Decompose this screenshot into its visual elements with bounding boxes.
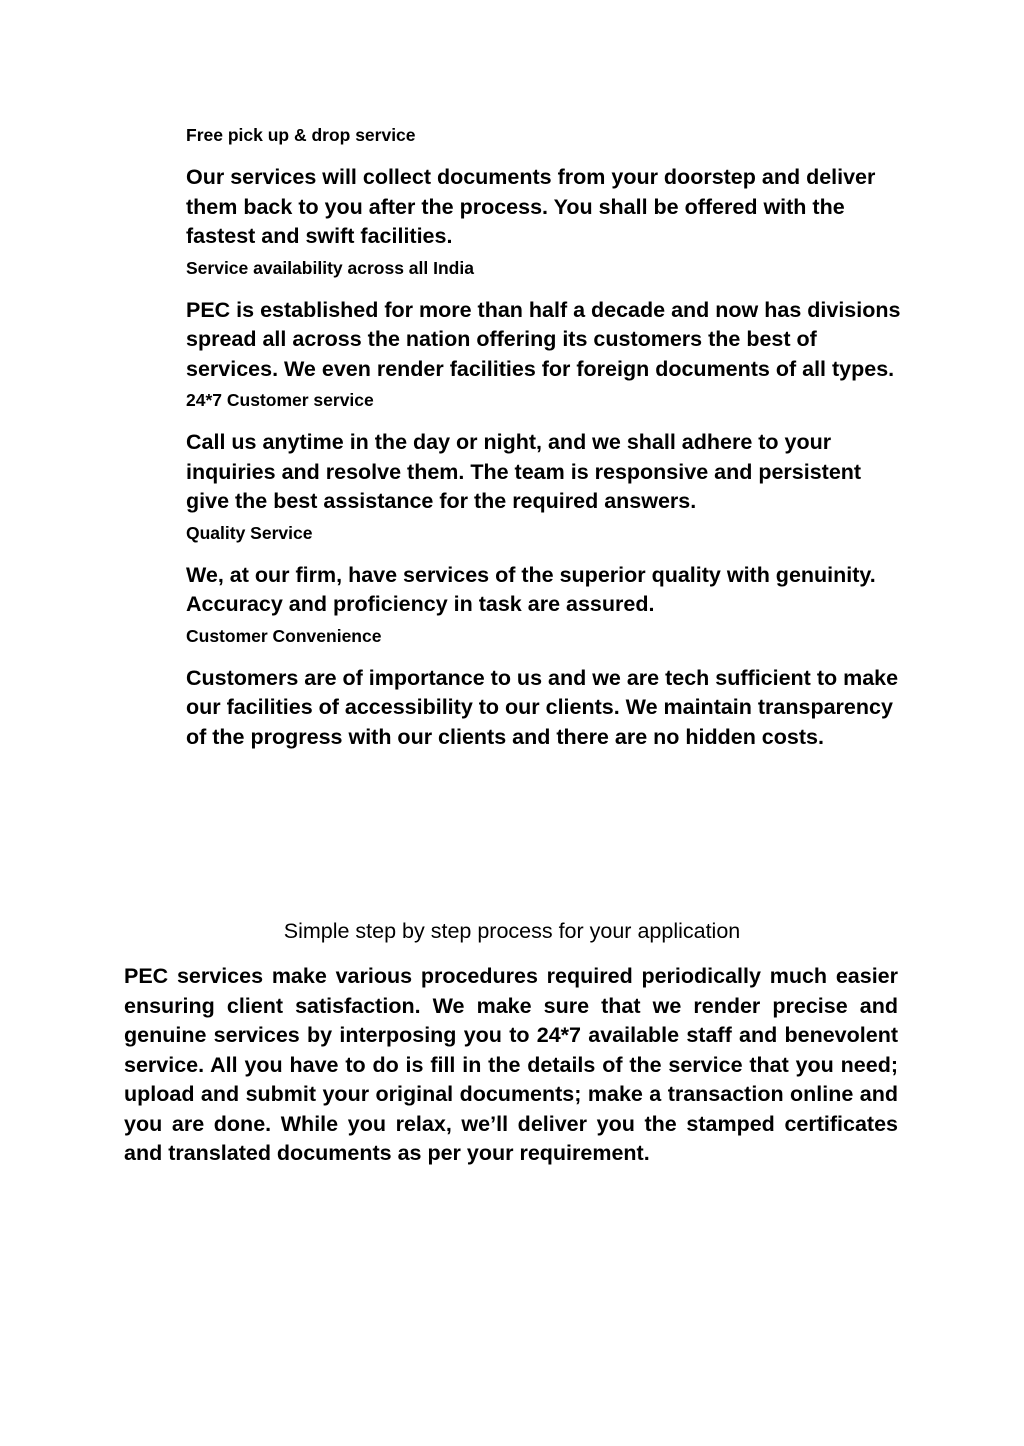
feature-description: PEC is established for more than half a decade and now has divisions spread all across the nation offering its customers the best of services. We even render facilities for foreign documents of all types.: [186, 297, 901, 381]
feature-description: Call us anytime in the day or night, and we shall adhere to your inquiries and resolve them. The team is responsive and persistent give the best assistance for the required answers.: [186, 430, 862, 513]
feature-quality-service: [186, 522, 906, 620]
process-description: PEC services make various procedures required periodically much easier ensuring client satisfaction. We make sure that we render precise and genuine services by interposing you to 24*7 available staff and benevolent service. All you have to do is fill in the details of the service that you need; upload and submit your original documents; make a transaction online and you are done. While you relax, we’ll deliver you the stamped certificates and translated documents as per your requirement.: [124, 964, 898, 1165]
feature-description: Our services will collect documents from your doorstep and deliver them back to you after the process. You shall be offered with the fastest and swift facilities.: [186, 165, 876, 248]
process-heading: Simple step by step process for your application: [283, 919, 741, 943]
feature-customer-service: [186, 389, 906, 517]
feature-title: Customer Convenience: [186, 625, 382, 646]
feature-title: Service availability across all India: [186, 257, 474, 278]
features-section: [186, 124, 906, 757]
feature-description: Customers are of importance to us and we are tech sufficient to make our facilities of accessibility to our clients. We maintain transparency of the progress with our clients and there are no hidden costs.: [186, 665, 899, 749]
feature-title: 24*7 Customer service: [186, 390, 374, 410]
feature-india-availability: [186, 257, 906, 385]
feature-customer-convenience: [186, 625, 906, 753]
feature-description: We, at our firm, have services of the superior quality with genuinity. Accuracy and proficiency in task are assured.: [186, 562, 876, 616]
feature-pickup-drop: [186, 124, 906, 252]
feature-title: Free pick up & drop service: [186, 125, 416, 145]
feature-title: Quality Service: [186, 522, 313, 543]
